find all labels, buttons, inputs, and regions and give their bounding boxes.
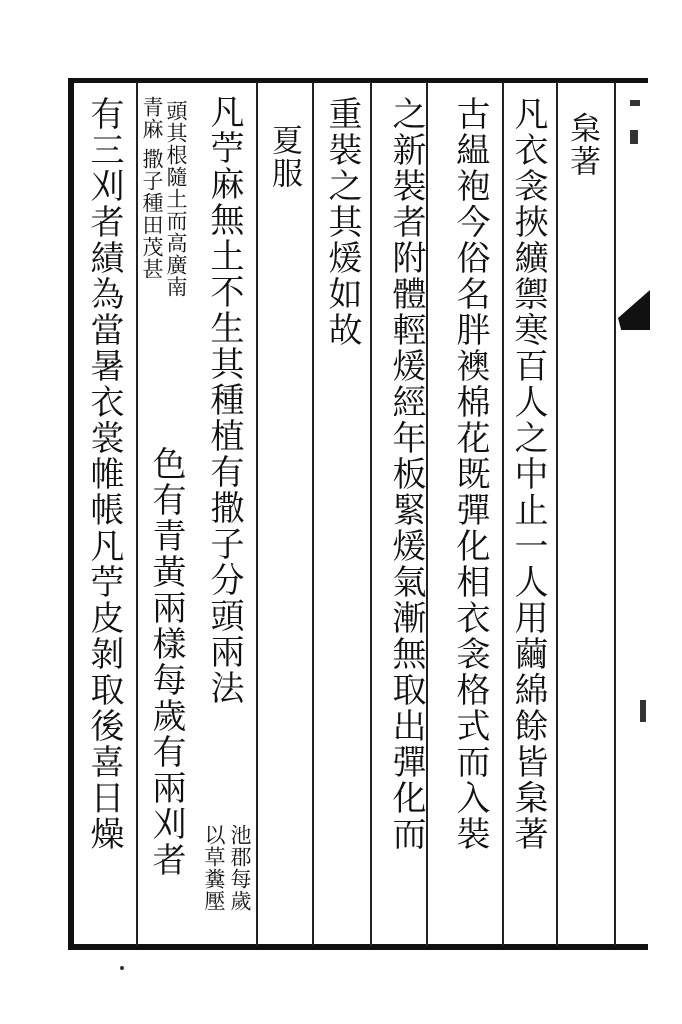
column-rule <box>556 82 558 946</box>
annotation-column: 以草糞壓 <box>202 824 226 912</box>
text-column: 之新裝者附體輕煖經年板緊煖氣漸無取出彈化而 <box>386 96 426 852</box>
column-rule <box>312 82 314 946</box>
adjacent-page-mark <box>630 100 640 106</box>
adjacent-page-edge <box>618 290 650 330</box>
annotation-column: 頭其根隨土而高廣南 <box>164 100 188 298</box>
column-rule <box>614 82 616 946</box>
frame-bottom-border <box>68 944 648 950</box>
section-heading: 夏服 <box>266 124 302 190</box>
column-rule <box>136 82 138 946</box>
text-column: 古緼袍今俗名胖襖棉花既彈化相衣衾格式而入裝 <box>450 96 490 852</box>
annotation-column: 青麻 <box>140 96 164 140</box>
text-column: 凡衣衾挾纊禦寒百人之中止一人用繭綿餘皆枲著 <box>508 96 548 852</box>
frame-left-border <box>68 80 74 948</box>
adjacent-page-mark <box>630 130 638 144</box>
annotation-column: 撒子種田茂甚 <box>140 148 164 280</box>
frame-top-border <box>68 78 648 83</box>
annotation-column: 池郡每歲 <box>228 824 252 912</box>
adjacent-page-mark <box>640 700 646 722</box>
ink-speck <box>120 966 124 970</box>
text-column: 有三刈者績為當暑衣裳帷帳凡苧皮剝取後喜日燥 <box>84 96 124 852</box>
column-rule <box>256 82 258 946</box>
text-column: 色有青黃兩樣每歲有兩刈者 <box>146 446 186 878</box>
section-heading: 枲著 <box>564 112 600 178</box>
column-rule <box>426 82 428 946</box>
text-column: 重裝之其煖如故 <box>322 96 362 348</box>
column-rule <box>502 82 504 946</box>
text-column: 凡苧麻無土不生其種植有撒子分頭兩法 <box>204 94 244 706</box>
column-rule <box>370 82 372 946</box>
